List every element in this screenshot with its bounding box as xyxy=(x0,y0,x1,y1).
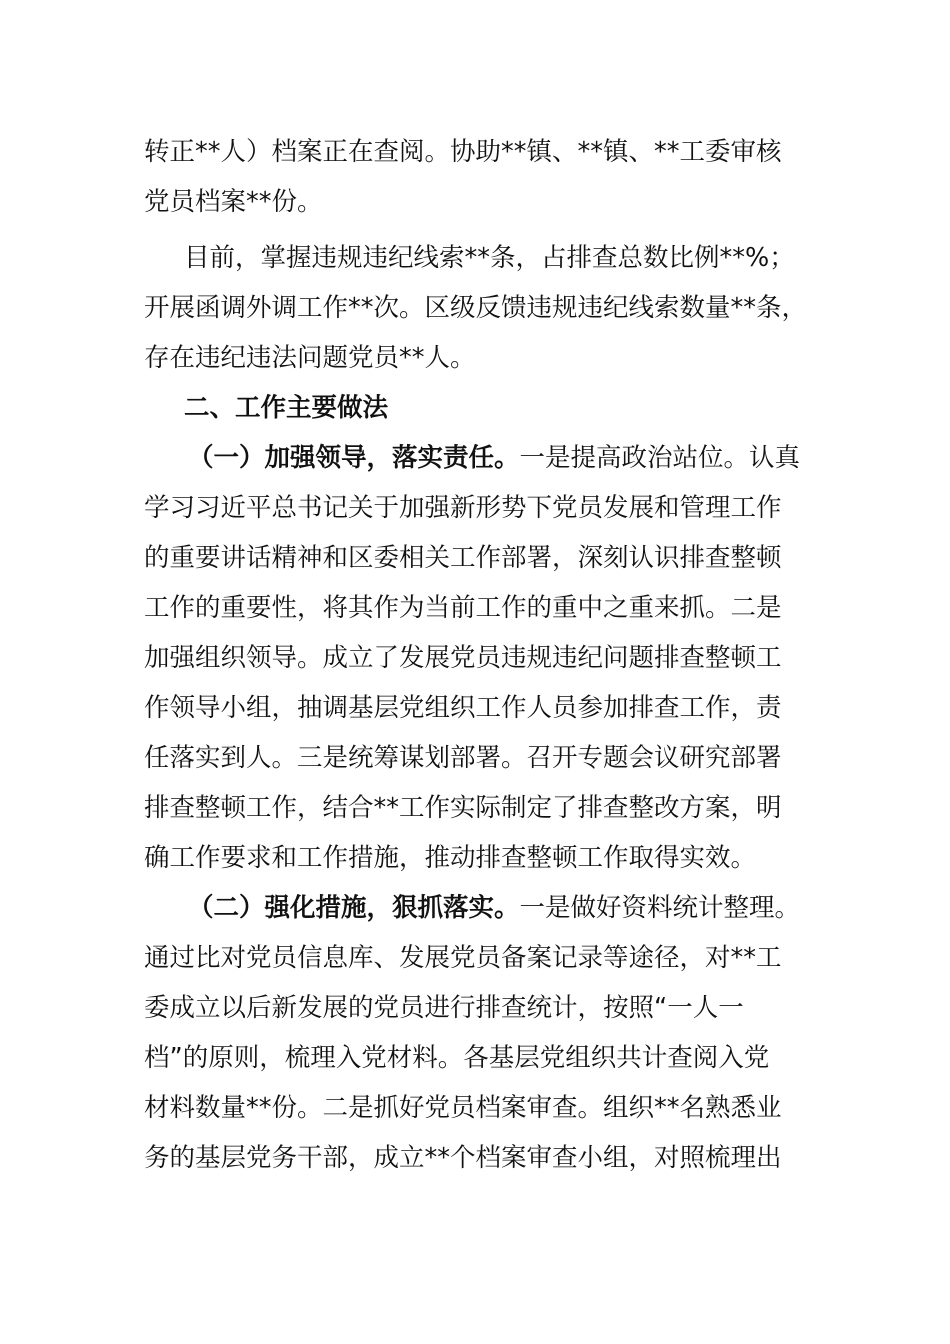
paragraph-line: 学习习近平总书记关于加强新形势下党员发展和管理工作 xyxy=(144,493,782,523)
paragraph-line: 任落实到人。三是统筹谋划部署。召开专题会议研究部署 xyxy=(144,743,782,773)
paragraph-line: 的重要讲话精神和区委相关工作部署，深刻认识排查整顿 xyxy=(144,543,782,573)
paragraph-line: 材料数量**份。二是抓好党员档案审查。组织**名熟悉业 xyxy=(144,1093,782,1123)
section-heading: 二、工作主要做法 xyxy=(184,393,389,423)
paragraph-text: 一是做好资料统计整理。 xyxy=(519,893,801,923)
paragraph-line: 加强组织领导。成立了发展党员违规违纪问题排查整顿工 xyxy=(144,643,782,673)
subsection-heading: （一）加强领导，落实责任。 xyxy=(188,443,520,473)
paragraph-line: 工作的重要性，将其作为当前工作的重中之重来抓。二是 xyxy=(144,593,782,623)
paragraph-line: 通过比对党员信息库、发展党员备案记录等途径，对**工 xyxy=(144,943,782,973)
paragraph-line: 委成立以后新发展的党员进行排查统计，按照“一人一 xyxy=(144,993,744,1023)
paragraph-line: 作领导小组，抽调基层党组织工作人员参加排查工作，责 xyxy=(144,693,782,723)
paragraph-text: 一是提高政治站位。认真 xyxy=(519,443,801,473)
paragraph-line: 档”的原则，梳理入党材料。各基层党组织共计查阅入党 xyxy=(144,1043,770,1073)
paragraph-line: 排查整顿工作，结合**工作实际制定了排查整改方案，明 xyxy=(144,793,782,823)
paragraph-line: 确工作要求和工作措施，推动排查整顿工作取得实效。 xyxy=(144,843,757,873)
document-page xyxy=(144,127,824,1183)
paragraph-line: 目前，掌握违规违纪线索**条，占排查总数比例**%； xyxy=(184,243,795,273)
paragraph-line: 务的基层党务干部，成立**个档案审查小组，对照梳理出 xyxy=(144,1143,782,1173)
paragraph-line: 开展函调外调工作**次。区级反馈违规违纪线索数量**条， xyxy=(144,293,808,323)
subsection-heading: （二）强化措施，狠抓落实。 xyxy=(188,893,520,923)
paragraph-line: 转正**人）档案正在查阅。协助**镇、**镇、**工委审核 xyxy=(144,137,782,167)
paragraph-line: 存在违纪违法问题党员**人。 xyxy=(144,343,476,373)
paragraph-line: 党员档案**份。 xyxy=(144,187,323,217)
subsection-line xyxy=(144,433,824,483)
subsection-line xyxy=(144,883,824,933)
